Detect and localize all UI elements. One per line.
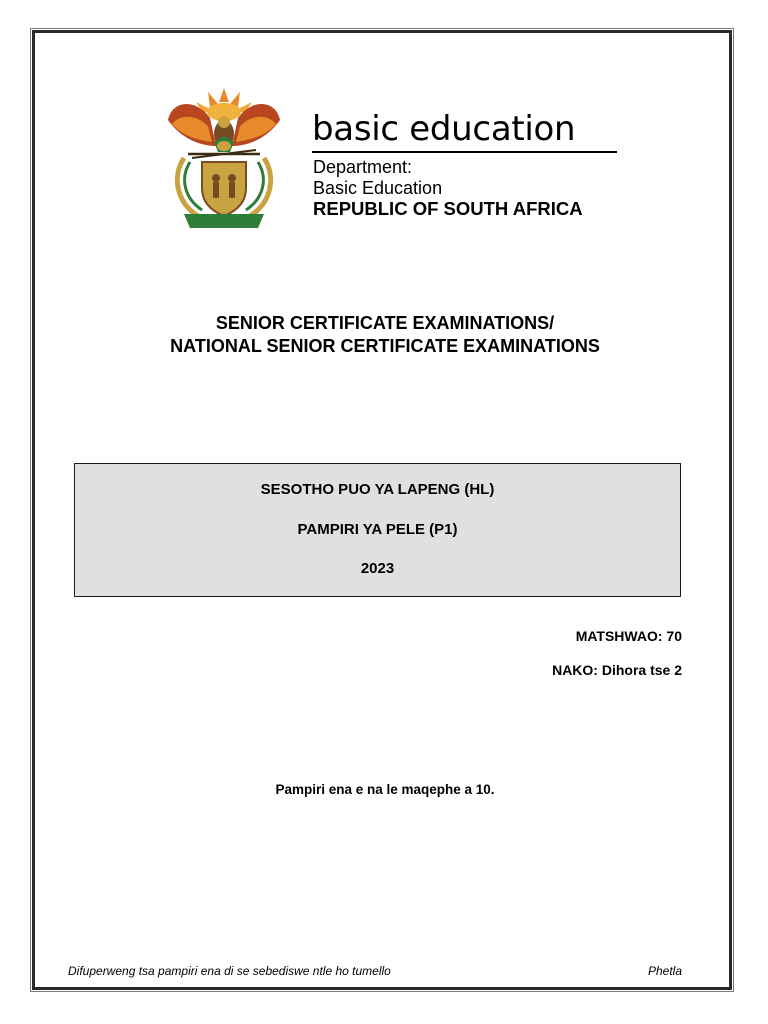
marks-total: MATSHWAO: 70: [575, 628, 682, 644]
exam-heading-line-1: SENIOR CERTIFICATE EXAMINATIONS/: [215, 313, 555, 333]
brand-underline: [312, 151, 617, 153]
country-name: REPUBLIC OF SOUTH AFRICA: [313, 198, 583, 219]
paper-number: PAMPIRI YA PELE (P1): [297, 521, 458, 538]
department-name: Basic Education: [313, 178, 443, 198]
brand-title: basic education: [312, 109, 576, 149]
copyright-notice: Difuperweng tsa pampiri ena di se sebediswe ntle ho tumello: [68, 964, 391, 978]
department-logo: [150, 80, 630, 235]
coat-of-arms-icon: [158, 80, 290, 232]
subject-name: SESOTHO PUO YA LAPENG (HL): [260, 481, 495, 498]
exam-duration: NAKO: Dihora tse 2: [552, 662, 682, 678]
turn-over-label: Phetla: [647, 964, 682, 978]
exam-heading-line-2: NATIONAL SENIOR CERTIFICATE EXAMINATIONS: [170, 336, 600, 356]
department-label: Department:: [313, 157, 413, 177]
exam-year: 2023: [360, 560, 395, 577]
exam-heading: [40, 312, 730, 358]
page-count-note: Pampiri ena e na le maqephe a 10.: [275, 782, 495, 797]
subject-box: [74, 463, 681, 597]
